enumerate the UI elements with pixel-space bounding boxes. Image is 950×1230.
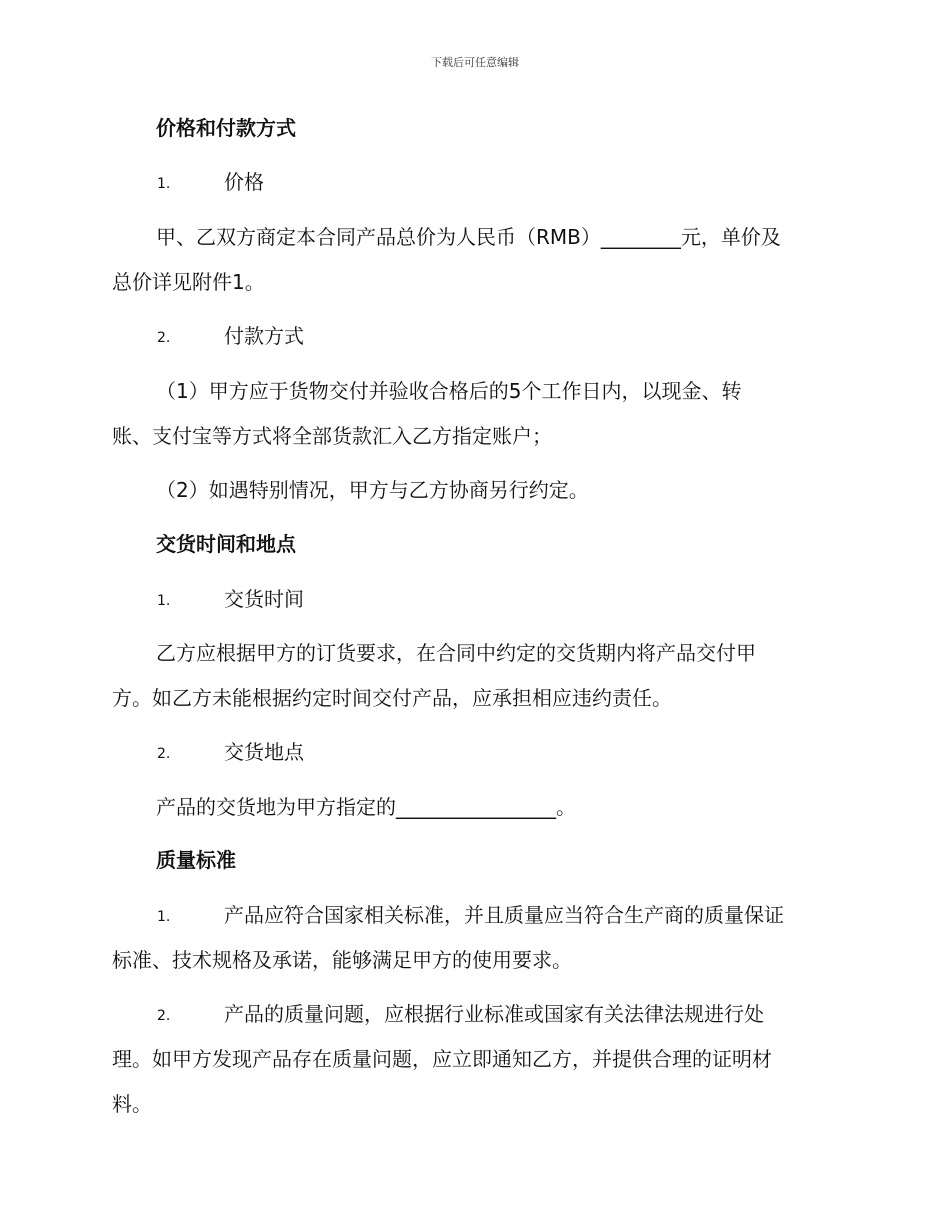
paragraph-line: 产品的交货地为甲方指定的________________。 bbox=[156, 795, 576, 819]
paragraph-line: 总价详见附件1。 bbox=[112, 270, 265, 294]
page-header: 下载后可任意编辑 bbox=[431, 56, 519, 69]
paragraph-line: 标准、技术规格及承诺，能够满足甲方的使用要求。 bbox=[112, 948, 572, 972]
item-label-price: 价格 bbox=[224, 170, 264, 194]
paragraph-line: 甲、乙双方商定本合同产品总价为人民币（RMB）________元，单价及 bbox=[156, 225, 781, 249]
item-number: 1. bbox=[157, 176, 171, 192]
paragraph-line: 产品的质量问题，应根据行业标准或国家有关法律法规进行处 bbox=[224, 1002, 764, 1026]
item-label-delivery-place: 交货地点 bbox=[224, 740, 304, 764]
item-label-delivery-time: 交货时间 bbox=[224, 587, 304, 611]
section-title-delivery: 交货时间和地点 bbox=[156, 532, 296, 556]
item-number: 2. bbox=[157, 1008, 171, 1024]
paragraph-line: 理。如甲方发现产品存在质量问题，应立即通知乙方，并提供合理的证明材 bbox=[112, 1047, 772, 1071]
section-title-price-payment: 价格和付款方式 bbox=[156, 116, 296, 140]
paragraph-line: 账、支付宝等方式将全部货款汇入乙方指定账户； bbox=[112, 424, 552, 448]
paragraph-line: 方。如乙方未能根据约定时间交付产品，应承担相应违约责任。 bbox=[112, 686, 672, 710]
item-number: 2. bbox=[157, 330, 171, 346]
section-title-quality: 质量标准 bbox=[156, 848, 236, 872]
paragraph-line: （1）甲方应于货物交付并验收合格后的5个工作日内，以现金、转 bbox=[156, 379, 742, 403]
paragraph-line: 料。 bbox=[112, 1092, 152, 1116]
paragraph-line: 乙方应根据甲方的订货要求，在合同中约定的交货期内将产品交付甲 bbox=[156, 641, 756, 665]
item-number: 1. bbox=[157, 593, 171, 609]
item-number: 1. bbox=[157, 909, 171, 925]
paragraph-line: 产品应符合国家相关标准，并且质量应当符合生产商的质量保证 bbox=[224, 903, 784, 927]
item-number: 2. bbox=[157, 746, 171, 762]
item-label-payment: 付款方式 bbox=[224, 324, 304, 348]
paragraph-line: （2）如遇特别情况，甲方与乙方协商另行约定。 bbox=[156, 478, 589, 502]
